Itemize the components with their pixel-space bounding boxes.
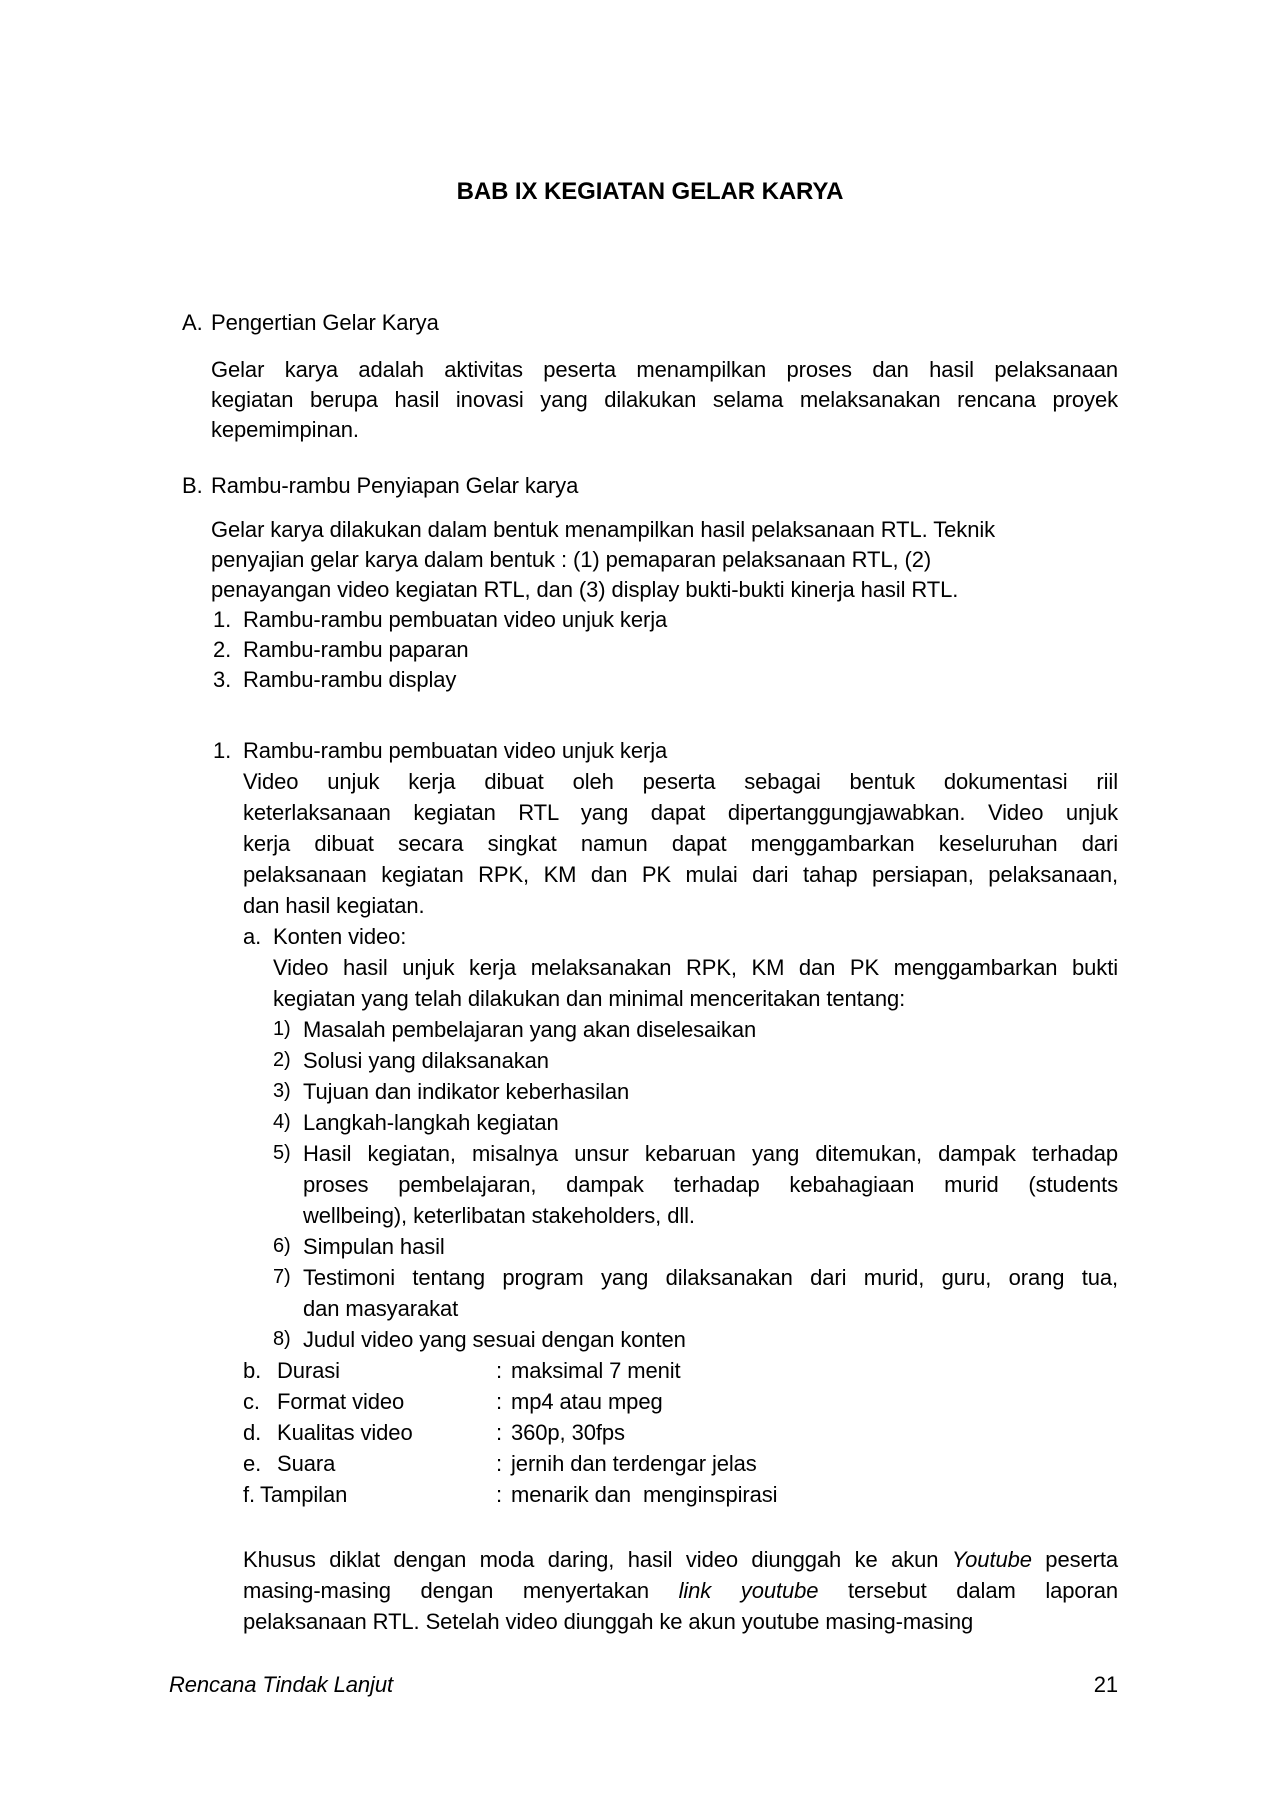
spec-label: Format video bbox=[277, 1389, 405, 1414]
spec-row-suara bbox=[243, 1448, 1118, 1479]
konten-item-8 bbox=[273, 1324, 1118, 1355]
konten-marker: a. bbox=[243, 924, 262, 949]
section-1 bbox=[213, 735, 1118, 1637]
paragraph-line: dan hasil kegiatan. bbox=[243, 893, 425, 918]
spec-label: Kualitas video bbox=[277, 1420, 413, 1445]
spec-label: Suara bbox=[277, 1451, 336, 1476]
text-column bbox=[182, 177, 1118, 1637]
list-item-text: Rambu-rambu pembuatan video unjuk kerja bbox=[243, 607, 668, 632]
item-text: Testimoni tentang program yang dilaksanakan dari murid, guru, orang tua, bbox=[303, 1265, 1118, 1290]
spec-value: menarik dan menginspirasi bbox=[511, 1482, 778, 1507]
italic-text-youtube: Youtube bbox=[951, 1547, 1032, 1572]
item-marker: 5) bbox=[273, 1142, 291, 1164]
paragraph-line: pelaksanaan kegiatan RPK, KM dan PK mulai dari tahap persiapan, pelaksanaan, bbox=[243, 862, 1118, 887]
paragraph-line: kepemimpinan. bbox=[211, 417, 359, 442]
section-b-marker: B. bbox=[182, 473, 203, 498]
item-marker: 1) bbox=[273, 1018, 291, 1040]
paragraph-line: keterlaksanaan kegiatan RTL yang dapat dipertanggungjawabkan. Video unjuk bbox=[243, 800, 1118, 825]
spec-separator: : bbox=[496, 1389, 503, 1414]
konten-item-4 bbox=[273, 1107, 1118, 1138]
section-1-heading-text: Rambu-rambu pembuatan video unjuk kerja bbox=[243, 738, 668, 763]
chapter-title: BAB IX KEGIATAN GELAR KARYA bbox=[456, 178, 844, 205]
item-text: Solusi yang dilaksanakan bbox=[303, 1048, 549, 1073]
spec-row-tampilan bbox=[243, 1479, 1118, 1510]
konten-video-heading bbox=[243, 921, 1118, 952]
item-text: Judul video yang sesuai dengan konten bbox=[303, 1327, 686, 1352]
paragraph-line: Video hasil unjuk kerja melaksanakan RPK, KM dan PK menggambarkan bukti bbox=[273, 955, 1118, 980]
spec-row-kualitas-video bbox=[243, 1417, 1118, 1448]
konten-item-6 bbox=[273, 1231, 1118, 1262]
konten-item-3 bbox=[273, 1076, 1118, 1107]
spec-value: jernih dan terdengar jelas bbox=[511, 1451, 757, 1476]
text-segment: masing-masing dengan menyertakan bbox=[243, 1578, 679, 1603]
section-b-heading bbox=[182, 471, 1118, 501]
item-marker: 7) bbox=[273, 1266, 291, 1288]
list-marker: 3. bbox=[213, 667, 232, 692]
text-segment: Khusus diklat dengan moda daring, hasil video diunggah ke akun bbox=[243, 1547, 952, 1572]
section-a-paragraph bbox=[211, 355, 1118, 445]
paragraph-line: pelaksanaan RTL. Setelah video diunggah ke akun youtube masing-masing bbox=[243, 1609, 974, 1634]
paragraph-line bbox=[243, 1544, 1118, 1575]
list-marker: 1. bbox=[213, 607, 232, 632]
section-b-paragraph bbox=[211, 515, 1118, 605]
item-text: Simpulan hasil bbox=[303, 1234, 445, 1259]
text-segment: tersebut dalam laporan bbox=[818, 1578, 1119, 1603]
list-item-text: Rambu-rambu display bbox=[243, 667, 457, 692]
paragraph-line: penayangan video kegiatan RTL, dan (3) display bukti-bukti kinerja hasil RTL. bbox=[211, 577, 959, 602]
list-item bbox=[213, 665, 1118, 695]
text-segment: peserta bbox=[1031, 1547, 1118, 1572]
item-marker: 2) bbox=[273, 1049, 291, 1071]
spec-value: maksimal 7 menit bbox=[511, 1358, 681, 1383]
spec-marker: d. bbox=[243, 1420, 262, 1445]
closing-paragraph bbox=[243, 1544, 1118, 1637]
item-marker: 4) bbox=[273, 1111, 291, 1133]
item-marker: 6) bbox=[273, 1235, 291, 1257]
spec-marker: f. bbox=[243, 1482, 256, 1507]
list-item bbox=[213, 635, 1118, 665]
item-text: dan masyarakat bbox=[303, 1296, 459, 1321]
section-b-list bbox=[213, 605, 1118, 695]
konten-item-7 bbox=[273, 1262, 1118, 1324]
spec-separator: : bbox=[496, 1451, 503, 1476]
section-a-marker: A. bbox=[182, 310, 203, 335]
item-text: proses pembelajaran, dampak terhadap kebahagiaan murid (students bbox=[303, 1172, 1118, 1197]
paragraph-line: kegiatan yang telah dilakukan dan minimal menceritakan tentang: bbox=[273, 986, 906, 1011]
paragraph-line: Gelar karya dilakukan dalam bentuk menampilkan hasil pelaksanaan RTL. Teknik bbox=[211, 517, 996, 542]
item-marker: 3) bbox=[273, 1080, 291, 1102]
spec-marker: c. bbox=[243, 1389, 260, 1414]
page-number: 21 bbox=[1093, 1672, 1118, 1697]
paragraph-line: penyajian gelar karya dalam bentuk : (1) pemaparan pelaksanaan RTL, (2) bbox=[211, 547, 932, 572]
spec-separator: : bbox=[496, 1420, 503, 1445]
section-1-heading bbox=[213, 735, 1118, 766]
list-item bbox=[213, 605, 1118, 635]
section-a-heading bbox=[182, 308, 1118, 338]
spec-marker: b. bbox=[243, 1358, 262, 1383]
konten-item-2 bbox=[273, 1045, 1118, 1076]
konten-item-1 bbox=[273, 1014, 1118, 1045]
spec-value: mp4 atau mpeg bbox=[511, 1389, 663, 1414]
italic-text-link-youtube: link youtube bbox=[678, 1578, 819, 1603]
paragraph-line: kerja dibuat secara singkat namun dapat menggambarkan keseluruhan dari bbox=[243, 831, 1118, 856]
section-b-heading-text: Rambu-rambu Penyiapan Gelar karya bbox=[211, 473, 579, 498]
spec-label: Durasi bbox=[277, 1358, 340, 1383]
paragraph-line: Gelar karya adalah aktivitas peserta menampilkan proses dan hasil pelaksanaan bbox=[211, 357, 1118, 382]
list-marker: 2. bbox=[213, 637, 232, 662]
spec-label: Tampilan bbox=[260, 1482, 348, 1507]
item-text: Hasil kegiatan, misalnya unsur kebaruan yang ditemukan, dampak terhadap bbox=[303, 1141, 1118, 1166]
list-item-text: Rambu-rambu paparan bbox=[243, 637, 469, 662]
item-text: Masalah pembelajaran yang akan diselesaikan bbox=[303, 1017, 757, 1042]
paragraph-line bbox=[243, 1575, 1118, 1606]
item-marker: 8) bbox=[273, 1328, 291, 1350]
spec-marker: e. bbox=[243, 1451, 262, 1476]
spec-row-format-video bbox=[243, 1386, 1118, 1417]
konten-heading-text: Konten video: bbox=[273, 924, 407, 949]
konten-paragraph bbox=[273, 952, 1118, 1014]
spec-value: 360p, 30fps bbox=[511, 1420, 625, 1445]
section-1-marker: 1. bbox=[213, 738, 232, 763]
item-text: Tujuan dan indikator keberhasilan bbox=[303, 1079, 630, 1104]
item-text: wellbeing), keterlibatan stakeholders, dll. bbox=[303, 1203, 695, 1228]
paragraph-line: Video unjuk kerja dibuat oleh peserta sebagai bentuk dokumentasi riil bbox=[243, 769, 1118, 794]
paragraph-line: kegiatan berupa hasil inovasi yang dilakukan selama melaksanakan rencana proyek bbox=[211, 387, 1118, 412]
page-footer bbox=[169, 1670, 1118, 1700]
section-a-heading-text: Pengertian Gelar Karya bbox=[211, 310, 439, 335]
footer-document-title: Rencana Tindak Lanjut bbox=[169, 1672, 393, 1697]
spec-separator: : bbox=[496, 1482, 503, 1507]
spec-row-durasi bbox=[243, 1355, 1118, 1386]
item-text: Langkah-langkah kegiatan bbox=[303, 1110, 559, 1135]
spec-separator: : bbox=[496, 1358, 503, 1383]
konten-item-5 bbox=[273, 1138, 1118, 1231]
section-1-paragraph bbox=[243, 766, 1118, 921]
